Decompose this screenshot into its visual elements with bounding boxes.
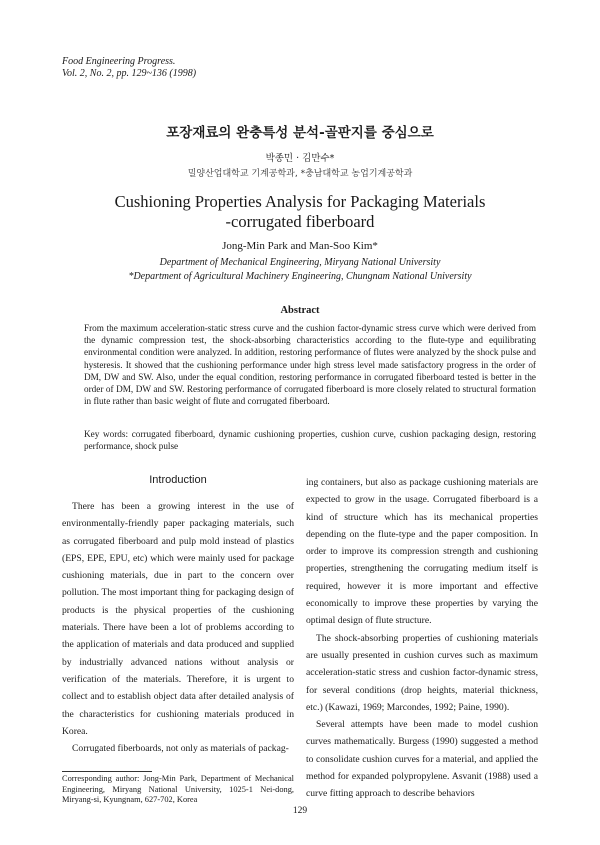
english-affiliation-line-1: Department of Mechanical Engineering, Miryang National University bbox=[159, 257, 441, 268]
journal-header bbox=[62, 56, 196, 80]
korean-title: 포장재료의 완충특성 분석-골판지를 중심으로 bbox=[166, 125, 434, 141]
english-title-line-2: -corrugated fiberboard bbox=[225, 212, 375, 231]
footnote: Corresponding author: Jong-Min Park, Department of Mechanical Engineering, Miryang National University, 1025-1 Nei-dong, Miryang-si, Kyungnam, 627-702, Korea bbox=[62, 774, 294, 804]
korean-affiliation: 밀양산업대학교 기계공학과, *충남대학교 농업기계공학과 bbox=[187, 169, 413, 179]
footnote-divider bbox=[62, 771, 152, 772]
abstract-heading: Abstract bbox=[280, 305, 320, 316]
korean-authors: 박종민 · 김만수* bbox=[265, 153, 335, 164]
paragraph: Several attempts have been made to model cushion curves mathematically. Burgess (1990) suggested a method to consolidate cushion curves for a material, and applied the method for expanded polypropylene. Asvanit (1988) used a curve fitting approach to describe behaviors bbox=[306, 719, 538, 800]
journal-citation: Vol. 2, No. 2, pp. 129~136 (1998) bbox=[62, 68, 197, 79]
left-column bbox=[62, 498, 294, 757]
journal-name: Food Engineering Progress. bbox=[62, 56, 176, 67]
english-affiliation bbox=[0, 256, 600, 284]
english-title bbox=[0, 192, 600, 232]
keywords: Key words: corrugated fiberboard, dynamic cushioning properties, cushion curve, cushion packaging design, restoring performance, shock pulse bbox=[84, 429, 536, 452]
paragraph: There has been a growing interest in the use of environmentally-friendly paper packaging materials, such as corrugated fiberboard and pulp mold instead of plastics (EPS, EPE, EPU, etc) which were mainly used for package cushioning materials, due in part to the concern over pollution. The most important thing for packaging design of products is the physical properties of the cushioning materials. There have been a lot of problems according to the application of materials and data produced and supplied by industrially advanced nations without analysis or verification of the materials. Therefore, it is urgent to collect and to establish object data after detailed analysis of the characteristics for cushioning materials produced in Korea. bbox=[62, 501, 294, 737]
english-authors: Jong-Min Park and Man-Soo Kim* bbox=[222, 240, 378, 252]
paragraph: The shock-absorbing properties of cushioning materials are usually presented in cushion curves such as maximum acceleration-static stress and cushion factor-dynamic stress, for several conditions (drop heights, material thickness, etc.) (Kawazi, 1969; Marcondes, 1992; Paine, 1990). bbox=[306, 632, 538, 713]
english-affiliation-line-2: *Department of Agricultural Machinery Engineering, Chungnam National University bbox=[128, 271, 472, 282]
paragraph: ing containers, but also as package cushioning materials are expected to grow in the usage. Corrugated fiberboard is a kind of structure which has its mechanical properties depending on the flute-type and the paper composition. In order to improve its compression strength and cushioning properties, strengthening the corrugating medium itself is required, however it is more important and effective economically to improve these properties by varying the optimal design of flute structure. bbox=[306, 477, 538, 627]
abstract-body: From the maximum acceleration-static stress curve and the cushion factor-dynamic stress curve which were derived from the dynamic compression test, the shock-absorbing characteristics according to the flute-type and equilibrating environmental condition were analyzed. In addition, restoring performance of flutes were analyzed by the shock pulse and hysteresis. It showed that the cushioning performance under high stress level made satisfactory progress in the order of DM, DW and SW. Also, under the equal condition, restoring performance in corrugated fiberboard tested is better in the order of DM, DW and SW. Restoring performance of corrugated fiberboard is more closely related to structural formation in flute rather than basic weight of flute and corrugated fiberboard. bbox=[84, 323, 536, 407]
page-number: 129 bbox=[292, 806, 308, 816]
right-column bbox=[306, 474, 538, 803]
introduction-heading: Introduction bbox=[149, 474, 207, 486]
paragraph: Corrugated fiberboards, not only as materials of packag- bbox=[72, 743, 289, 755]
english-title-line-1: Cushioning Properties Analysis for Packaging Materials bbox=[114, 192, 486, 211]
